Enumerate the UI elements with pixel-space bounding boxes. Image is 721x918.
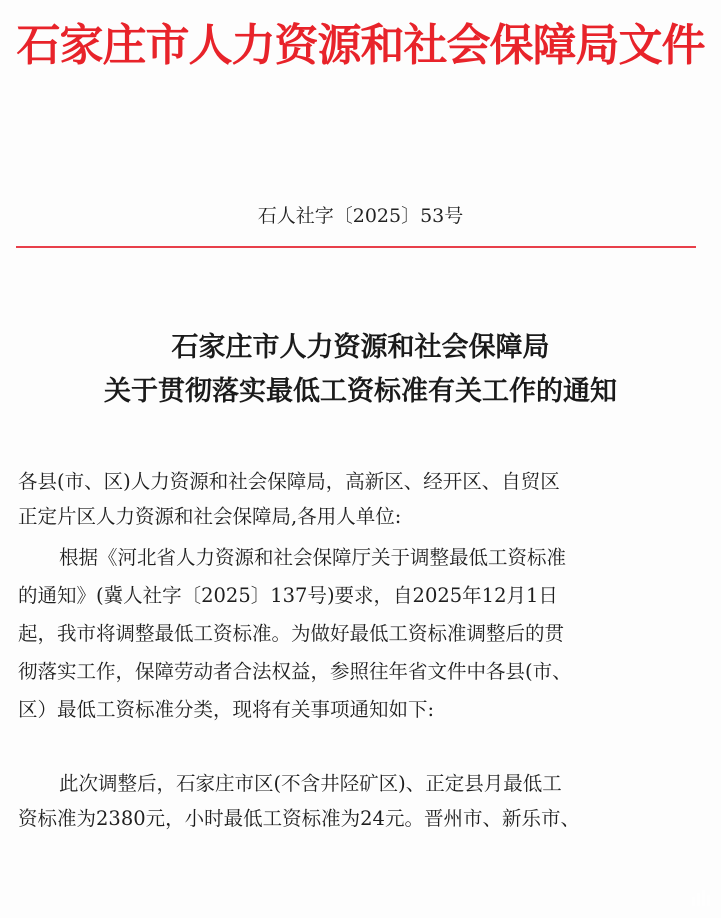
document-title-line-1: 石家庄市人力资源和社会保障局 (171, 332, 550, 363)
body-line: 根据《河北省人力资源和社会保障厅关于调整最低工资标准 (59, 546, 567, 569)
document-number: 石人社字〔2025〕53号 (257, 205, 464, 227)
body-line: 的通知》(冀人社字〔2025〕137号)要求，自2025年12月1日 (18, 584, 558, 607)
body-line: 此次调整后，石家庄市区(不含井陉矿区)、正定县月最低工 (59, 772, 562, 795)
chart-bars-icon (691, 889, 713, 907)
document-title-line-2: 关于贯彻落实最低工资标准有关工作的通知 (104, 376, 617, 407)
body-line: 起，我市将调整最低工资标准。为做好最低工资标准调整后的贯 (18, 622, 565, 645)
body-line: 各县(市、区)人力资源和社会保障局，高新区、经开区、自贸区 (18, 470, 560, 493)
document-masthead: 石家庄市人力资源和社会保障局文件 (16, 20, 705, 71)
body-line: 正定片区人力资源和社会保障局,各用人单位: (18, 505, 402, 528)
red-divider-rule (16, 246, 696, 248)
watermark (691, 886, 713, 910)
body-line: 区）最低工资标准分类，现将有关事项通知如下: (18, 698, 435, 721)
body-line: 资标准为2380元，小时最低工资标准为24元。晋州市、新乐市、 (18, 807, 580, 830)
body-line: 彻落实工作，保障劳动者合法权益，参照往年省文件中各县(市、 (18, 660, 572, 683)
